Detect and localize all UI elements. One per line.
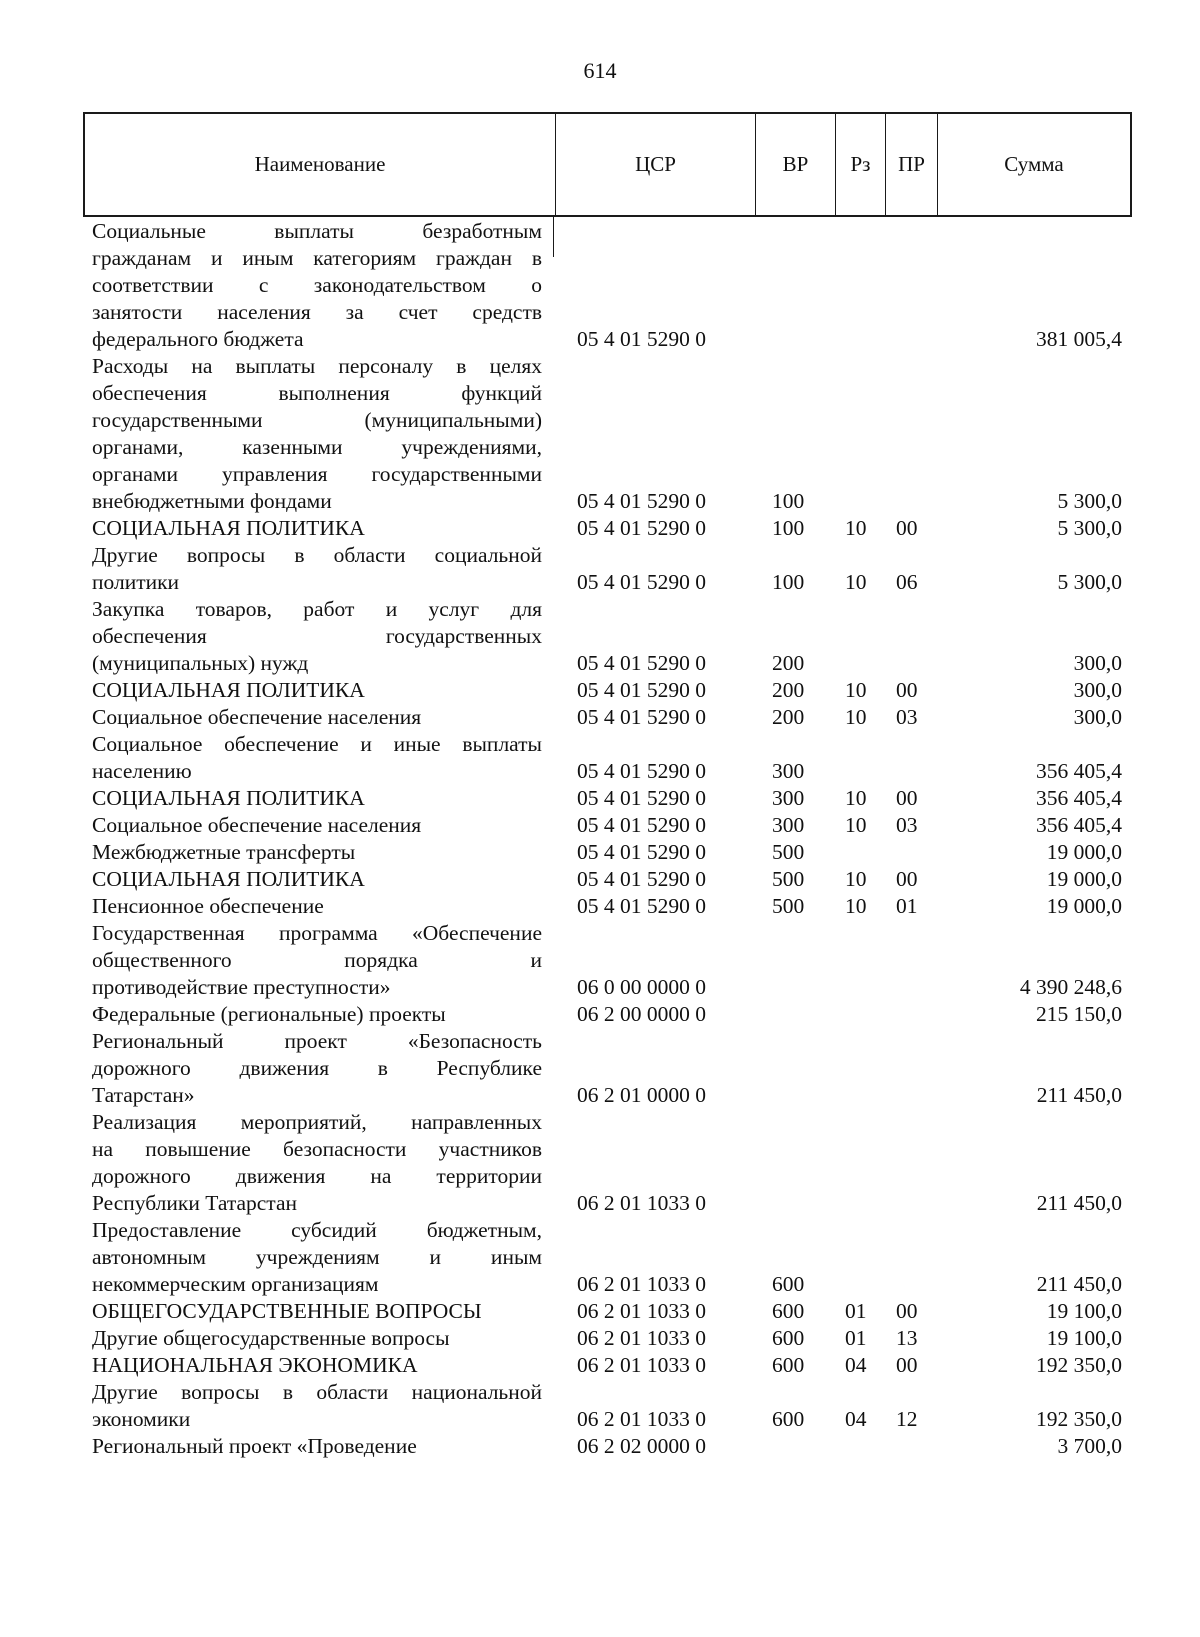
table-row: [0, 704, 1200, 731]
row-name: [92, 866, 542, 893]
row-name-line: Государственная программа «Обеспечение: [92, 921, 542, 945]
row-csr: 06 0 00 0000 0: [577, 975, 706, 999]
row-name-line: органами управления государственными: [92, 462, 542, 486]
row-pr: 06: [896, 570, 918, 594]
row-vr: 200: [772, 678, 805, 702]
row-sum: 211 450,0: [1036, 1083, 1122, 1107]
row-csr: 06 2 01 1033 0: [577, 1353, 706, 1377]
row-name-line: СОЦИАЛЬНАЯ ПОЛИТИКА: [92, 678, 365, 702]
row-name-line: занятости населения за счет средств: [92, 300, 542, 324]
row-name: [92, 1001, 542, 1028]
table-row: [0, 1109, 1200, 1217]
row-name-line: на повышение безопасности участников: [92, 1137, 542, 1161]
row-vr: 600: [772, 1299, 805, 1323]
row-csr: 05 4 01 5290 0: [577, 327, 706, 351]
row-csr: 05 4 01 5290 0: [577, 867, 706, 891]
row-name-line: Социальное обеспечение и иные выплаты: [92, 732, 542, 756]
table-row: [0, 1028, 1200, 1109]
row-pr: 00: [896, 516, 918, 540]
header-vr: ВР: [755, 114, 835, 215]
row-name-line: Предоставление субсидий бюджетным,: [92, 1218, 542, 1242]
row-sum: 19 100,0: [1046, 1326, 1122, 1350]
row-name-line: Расходы на выплаты персоналу в целях: [92, 354, 542, 378]
row-csr: 06 2 01 1033 0: [577, 1326, 706, 1350]
row-csr: 05 4 01 5290 0: [577, 786, 706, 810]
row-name-line: гражданам и иным категориям граждан в: [92, 246, 542, 270]
row-sum: 356 405,4: [1036, 813, 1122, 837]
row-name-line: Закупка товаров, работ и услуг для: [92, 597, 542, 621]
row-pr: 00: [896, 1353, 918, 1377]
row-pr: 13: [896, 1326, 918, 1350]
row-name-line: обеспечения выполнения функций: [92, 381, 542, 405]
row-csr: 05 4 01 5290 0: [577, 705, 706, 729]
table-row: [0, 1217, 1200, 1298]
row-sum: 5 300,0: [1057, 489, 1122, 513]
table-row: [0, 1433, 1200, 1460]
row-name-line: дорожного движения в Республике: [92, 1056, 542, 1080]
row-csr: 05 4 01 5290 0: [577, 813, 706, 837]
header-pr: ПР: [885, 114, 937, 215]
row-name-line: некоммерческим организациям: [92, 1272, 379, 1296]
row-csr: 06 2 01 1033 0: [577, 1299, 706, 1323]
row-sum: 192 350,0: [1036, 1353, 1122, 1377]
row-rz: 01: [845, 1299, 867, 1323]
row-sum: 356 405,4: [1036, 759, 1122, 783]
row-rz: 10: [845, 867, 867, 891]
row-sum: 3 700,0: [1057, 1434, 1122, 1458]
row-pr: 00: [896, 786, 918, 810]
row-vr: 600: [772, 1407, 805, 1431]
row-name-line: федерального бюджета: [92, 327, 304, 351]
row-name-line: Социальное обеспечение населения: [92, 705, 422, 729]
row-name: [92, 1217, 542, 1298]
row-sum: 19 000,0: [1046, 840, 1122, 864]
row-name-line: Другие общегосударственные вопросы: [92, 1326, 450, 1350]
row-name-line: Социальное обеспечение населения: [92, 813, 422, 837]
table-row: [0, 893, 1200, 920]
row-rz: 10: [845, 813, 867, 837]
row-csr: 05 4 01 5290 0: [577, 516, 706, 540]
row-sum: 19 000,0: [1046, 894, 1122, 918]
table-row: [0, 218, 1200, 353]
table-row: [0, 515, 1200, 542]
row-name-line: СОЦИАЛЬНАЯ ПОЛИТИКА: [92, 867, 365, 891]
row-name-line: соответствии с законодательством о: [92, 273, 542, 297]
row-name-line: политики: [92, 570, 180, 594]
row-rz: 10: [845, 678, 867, 702]
row-csr: 05 4 01 5290 0: [577, 678, 706, 702]
row-name-line: автономным учреждениям и иным: [92, 1245, 542, 1269]
row-sum: 4 390 248,6: [1019, 975, 1122, 999]
row-name-line: обеспечения государственных: [92, 624, 542, 648]
row-name-line: НАЦИОНАЛЬНАЯ ЭКОНОМИКА: [92, 1353, 418, 1377]
page-number: 614: [583, 58, 617, 83]
row-name-line: СОЦИАЛЬНАЯ ПОЛИТИКА: [92, 516, 365, 540]
row-sum: 192 350,0: [1036, 1407, 1122, 1431]
row-csr: 05 4 01 5290 0: [577, 894, 706, 918]
row-rz: 01: [845, 1326, 867, 1350]
row-name: [92, 704, 542, 731]
row-name: [92, 812, 542, 839]
row-rz: 10: [845, 570, 867, 594]
row-name-line: Татарстан»: [92, 1083, 195, 1107]
row-name-line: Федеральные (региональные) проекты: [92, 1002, 446, 1026]
row-rz: 04: [845, 1407, 867, 1431]
row-pr: 03: [896, 705, 918, 729]
table-row: [0, 866, 1200, 893]
row-sum: 19 100,0: [1046, 1299, 1122, 1323]
row-vr: 500: [772, 840, 805, 864]
row-rz: 10: [845, 894, 867, 918]
row-sum: 215 150,0: [1036, 1002, 1122, 1026]
row-name: [92, 893, 542, 920]
row-name: [92, 1352, 542, 1379]
row-rz: 04: [845, 1353, 867, 1377]
row-name: [92, 1298, 542, 1325]
row-vr: 500: [772, 867, 805, 891]
row-pr: 01: [896, 894, 918, 918]
row-name-line: Региональный проект «Безопасность: [92, 1029, 542, 1053]
row-sum: 19 000,0: [1046, 867, 1122, 891]
table-row: [0, 1001, 1200, 1028]
row-sum: 211 450,0: [1036, 1272, 1122, 1296]
row-name: [92, 1109, 542, 1217]
row-vr: 100: [772, 570, 805, 594]
row-name: [92, 1325, 542, 1352]
row-csr: 06 2 01 1033 0: [577, 1407, 706, 1431]
row-csr: 06 2 02 0000 0: [577, 1434, 706, 1458]
row-csr: 05 4 01 5290 0: [577, 840, 706, 864]
row-csr: 06 2 01 0000 0: [577, 1083, 706, 1107]
row-name-line: экономики: [92, 1407, 191, 1431]
row-name: [92, 920, 542, 1001]
row-csr: 05 4 01 5290 0: [577, 489, 706, 513]
row-name-line: органами, казенными учреждениями,: [92, 435, 542, 459]
row-name-line: Социальные выплаты безработным: [92, 219, 542, 243]
table-header: [83, 112, 1132, 217]
row-pr: 00: [896, 678, 918, 702]
row-name: [92, 785, 542, 812]
table-body: [0, 218, 1200, 1460]
row-name: [92, 677, 542, 704]
row-name: [92, 542, 542, 596]
header-csr: ЦСР: [555, 114, 755, 215]
table-row: [0, 353, 1200, 515]
row-sum: 211 450,0: [1036, 1191, 1122, 1215]
table-row: [0, 839, 1200, 866]
row-csr: 06 2 01 1033 0: [577, 1191, 706, 1215]
table-row: [0, 542, 1200, 596]
row-vr: 500: [772, 894, 805, 918]
row-name-line: Пенсионное обеспечение: [92, 894, 324, 918]
header-name: Наименование: [254, 152, 386, 176]
row-rz: 10: [845, 705, 867, 729]
row-name-line: Межбюджетные трансферты: [92, 840, 356, 864]
row-csr: 05 4 01 5290 0: [577, 651, 706, 675]
row-pr: 12: [896, 1407, 918, 1431]
row-name-line: (муниципальных) нужд: [92, 651, 309, 675]
row-rz: 10: [845, 786, 867, 810]
row-name-line: дорожного движения на территории: [92, 1164, 542, 1188]
row-name: [92, 353, 542, 515]
row-sum: 5 300,0: [1057, 570, 1122, 594]
table-row: [0, 1379, 1200, 1433]
row-vr: 300: [772, 813, 805, 837]
table-row: [0, 1325, 1200, 1352]
row-csr: 05 4 01 5290 0: [577, 570, 706, 594]
row-sum: 300,0: [1073, 678, 1122, 702]
row-vr: 300: [772, 759, 805, 783]
row-csr: 06 2 00 0000 0: [577, 1002, 706, 1026]
table-row: [0, 920, 1200, 1001]
row-name-line: государственными (муниципальными): [92, 408, 542, 432]
row-name-line: СОЦИАЛЬНАЯ ПОЛИТИКА: [92, 786, 365, 810]
row-name: [92, 839, 542, 866]
row-name-line: Региональный проект «Проведение: [92, 1434, 417, 1458]
table-row: [0, 596, 1200, 677]
row-name: [92, 1379, 542, 1433]
row-pr: 03: [896, 813, 918, 837]
row-pr: 00: [896, 1299, 918, 1323]
table-row: [0, 1352, 1200, 1379]
table-row: [0, 1298, 1200, 1325]
row-name-line: общественного порядка и: [92, 948, 542, 972]
row-csr: 05 4 01 5290 0: [577, 759, 706, 783]
row-sum: 381 005,4: [1036, 327, 1122, 351]
row-vr: 300: [772, 786, 805, 810]
table-row: [0, 731, 1200, 785]
row-name-line: внебюджетными фондами: [92, 489, 332, 513]
row-name-line: Другие вопросы в области социальной: [92, 543, 542, 567]
row-vr: 100: [772, 489, 805, 513]
row-vr: 200: [772, 651, 805, 675]
row-name: [92, 515, 542, 542]
row-vr: 100: [772, 516, 805, 540]
row-name: [92, 731, 542, 785]
row-sum: 356 405,4: [1036, 786, 1122, 810]
row-name-line: противодействие преступности»: [92, 975, 391, 999]
row-vr: 200: [772, 705, 805, 729]
row-name-line: Республики Татарстан: [92, 1191, 298, 1215]
row-name: [92, 218, 542, 353]
row-vr: 600: [772, 1326, 805, 1350]
row-name-line: Другие вопросы в области национальной: [92, 1380, 542, 1404]
row-csr: 06 2 01 1033 0: [577, 1272, 706, 1296]
row-name: [92, 1433, 542, 1460]
row-sum: 300,0: [1073, 651, 1122, 675]
row-sum: 300,0: [1073, 705, 1122, 729]
row-sum: 5 300,0: [1057, 516, 1122, 540]
row-rz: 10: [845, 516, 867, 540]
row-pr: 00: [896, 867, 918, 891]
row-vr: 600: [772, 1353, 805, 1377]
header-rz: Рз: [835, 114, 885, 215]
row-name: [92, 596, 542, 677]
row-name-line: Реализация мероприятий, направленных: [92, 1110, 542, 1134]
row-vr: 600: [772, 1272, 805, 1296]
row-name: [92, 1028, 542, 1109]
row-name-line: населению: [92, 759, 192, 783]
header-sum: Сумма: [937, 114, 1130, 215]
row-name-line: ОБЩЕГОСУДАРСТВЕННЫЕ ВОПРОСЫ: [92, 1299, 482, 1323]
table-row: [0, 812, 1200, 839]
table-row: [0, 785, 1200, 812]
table-row: [0, 677, 1200, 704]
